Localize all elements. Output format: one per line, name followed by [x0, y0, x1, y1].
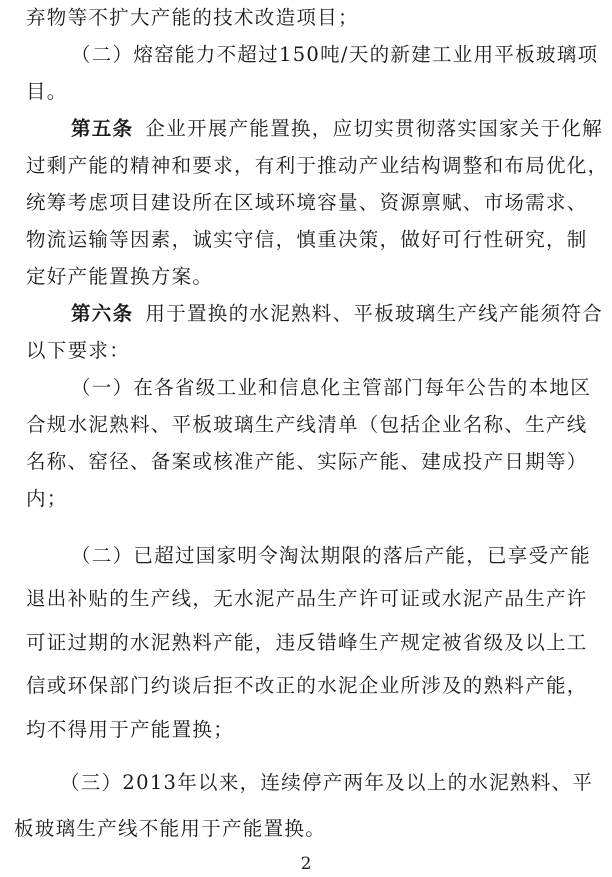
text-line — [26, 80, 68, 104]
line-text: 板玻璃生产线不能用于产能置换。 — [14, 817, 327, 840]
line-text: 用于置换的水泥熟料、平板玻璃生产线产能须符合 — [145, 302, 604, 325]
text-line — [26, 674, 588, 698]
text-line — [71, 43, 598, 67]
line-text: 弃物等不扩大产能的技术改造项目； — [26, 6, 359, 29]
text-line — [26, 265, 213, 289]
line-text: 信或环保部门约谈后拒不改正的水泥企业所涉及的熟料产能， — [26, 674, 588, 697]
article-heading: 第六条 — [71, 302, 134, 325]
line-text: 以下要求： — [26, 339, 131, 362]
text-line — [26, 587, 588, 611]
text-line — [71, 302, 603, 326]
text-line — [26, 6, 359, 30]
line-text: （二）已超过国家明令淘汰期限的落后产能，已享受产能 — [71, 544, 592, 567]
text-line — [26, 450, 588, 474]
text-line — [26, 631, 588, 655]
line-text: 过剩产能的精神和要求，有利于推动产业结构调整和布局优化， — [26, 154, 609, 177]
line-text: （三）2013年以来，连续停产两年及以上的水泥熟料、平 — [60, 771, 594, 794]
text-line — [26, 487, 68, 511]
line-text: 退出补贴的生产线，无水泥产品生产许可证或水泥产品生产许 — [26, 587, 588, 610]
text-line — [26, 228, 588, 252]
text-line — [14, 817, 326, 841]
line-text: 合规水泥熟料、平板玻璃生产线清单（包括企业名称、生产线 — [26, 413, 588, 436]
line-text: 名称、窑径、备案或核准产能、实际产能、建成投产日期等） — [26, 450, 588, 473]
text-line — [26, 339, 130, 363]
line-text: 可证过期的水泥熟料产能，违反错峰生产规定被省级及以上工 — [26, 631, 588, 654]
text-line — [60, 771, 593, 795]
line-text: 目。 — [26, 80, 68, 103]
text-line — [26, 191, 588, 215]
line-text: 统筹考虑项目建设所在区域环境容量、资源禀赋、市场需求、 — [26, 191, 588, 214]
line-text: 物流运输等因素，诚实守信，慎重决策，做好可行性研究，制 — [26, 228, 588, 251]
text-line — [71, 376, 591, 400]
line-text: （一）在各省级工业和信息化主管部门每年公告的本地区 — [71, 376, 592, 399]
article-heading: 第五条 — [71, 117, 134, 140]
line-text: 定好产能置换方案。 — [26, 265, 214, 288]
page-number: 2 — [300, 854, 312, 874]
text-line — [26, 413, 588, 437]
text-line — [26, 718, 234, 742]
line-text: （二）熔窑能力不超过150吨/天的新建工业用平板玻璃项 — [71, 43, 599, 66]
text-line — [71, 117, 603, 141]
line-text: 企业开展产能置换，应切实贯彻落实国家关于化解 — [145, 117, 604, 140]
text-line — [71, 544, 591, 568]
line-text: 内； — [26, 487, 68, 510]
line-text: 均不得用于产能置换； — [26, 718, 235, 741]
text-line — [26, 154, 608, 178]
